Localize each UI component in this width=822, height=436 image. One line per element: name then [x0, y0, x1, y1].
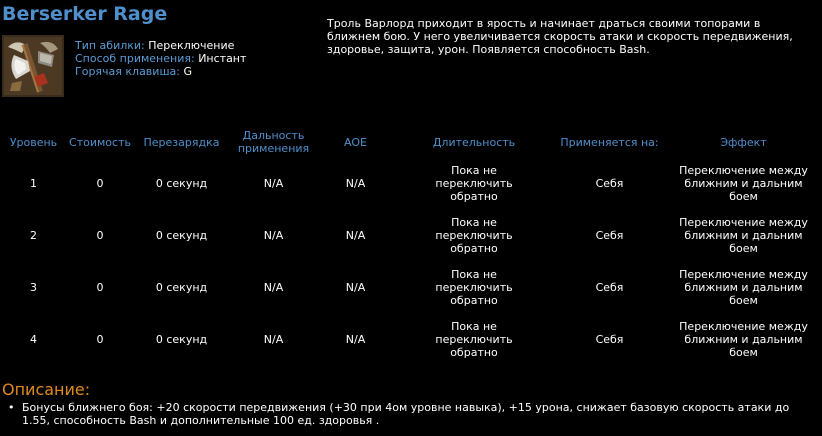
table-row [0, 209, 822, 261]
cell-duration [394, 261, 554, 313]
cell-level: 1 [30, 176, 37, 190]
cell-cooldown: 0 секунд [155, 332, 208, 346]
table-header-row [0, 127, 822, 157]
cell-effect-text: Переключение между ближним и дальним боем [679, 319, 808, 359]
cell-effect-text: Переключение между ближним и дальним боем [679, 267, 808, 307]
col-header-target: Применяется на: [560, 135, 659, 149]
table-row [0, 157, 822, 209]
cell-aoe: N/A [345, 228, 366, 242]
cell-cost: 0 [96, 332, 104, 346]
cell-duration-text: Пока не переключить обратно [435, 215, 513, 255]
cell-aoe: N/A [345, 332, 366, 346]
cell-cooldown: 0 секунд [155, 228, 208, 242]
cell-duration [394, 209, 554, 261]
description-item-text: Бонусы ближнего боя: +20 скорости передвижения (+30 при 4ом уровне навыка), +15 урона, снижает базовую скорость атаки до 1.55, способность Bash и дополнительные 100 ед. здоровья . [22, 401, 790, 427]
ability-levels-table [0, 127, 822, 365]
cell-duration-text: Пока не переключить обратно [435, 319, 513, 359]
cell-range: N/A [263, 228, 284, 242]
table-row [0, 261, 822, 313]
col-header-effect: Эффект [720, 135, 767, 149]
col-header-range: Дальность применения [237, 129, 310, 155]
cell-aoe: N/A [345, 176, 366, 190]
meta-cast-value: Инстант [198, 52, 247, 65]
cell-target: Себя [595, 228, 624, 242]
meta-hotkey-row [75, 65, 246, 78]
cell-duration-text: Пока не переключить обратно [435, 163, 513, 203]
cell-target: Себя [595, 332, 624, 346]
cell-cost: 0 [96, 228, 104, 242]
cell-target: Себя [595, 280, 624, 294]
meta-type-value: Переключение [148, 39, 235, 52]
cell-effect [665, 313, 822, 365]
col-header-duration: Длительность [432, 135, 516, 149]
cell-effect-text: Переключение между ближним и дальним боем [679, 215, 808, 255]
ability-description: Троль Варлорд приходит в ярость и начинает драться своими топорами в ближнем бою. У него увеличивается скорость атаки и скорость передвижения, здоровье, защита, урон. Появляется способность Bash. [327, 17, 793, 56]
description-list-item [8, 401, 817, 427]
meta-cast-label: Способ применения: [75, 52, 195, 65]
cell-range: N/A [263, 176, 284, 190]
col-header-aoe: AOE [344, 135, 367, 149]
cell-target: Себя [595, 176, 624, 190]
meta-type-row [75, 39, 246, 52]
meta-hotkey-value: G [183, 65, 192, 78]
cell-cost: 0 [96, 280, 104, 294]
table-row [0, 313, 822, 365]
cell-cooldown: 0 секунд [155, 280, 208, 294]
cell-effect-text: Переключение между ближним и дальним боем [679, 163, 808, 203]
col-header-cost: Стоимость [69, 135, 131, 149]
meta-cast-row [75, 52, 246, 65]
cell-range: N/A [263, 280, 284, 294]
cell-aoe: N/A [345, 280, 366, 294]
description-section-title: Описание: [2, 380, 91, 399]
meta-type-label: Тип абилки: [75, 39, 145, 52]
axe-icon-graphic [4, 37, 62, 95]
bullet-icon: • [8, 401, 15, 414]
cell-cooldown: 0 секунд [155, 176, 208, 190]
ability-title: Berserker Rage [2, 3, 168, 25]
col-header-level: Уровень [9, 135, 58, 149]
cell-level: 2 [30, 228, 37, 242]
cell-effect [665, 157, 822, 209]
cell-range: N/A [263, 332, 284, 346]
cell-duration-text: Пока не переключить обратно [435, 267, 513, 307]
cell-effect [665, 261, 822, 313]
cell-duration [394, 157, 554, 209]
cell-effect [665, 209, 822, 261]
ability-meta [75, 39, 246, 78]
cell-duration [394, 313, 554, 365]
cell-cost: 0 [96, 176, 104, 190]
col-header-cooldown: Перезарядка [143, 135, 220, 149]
cell-level: 3 [30, 280, 37, 294]
berserker-rage-axe-icon [2, 35, 64, 97]
meta-hotkey-label: Горячая клавиша: [75, 65, 180, 78]
cell-level: 4 [30, 332, 37, 346]
